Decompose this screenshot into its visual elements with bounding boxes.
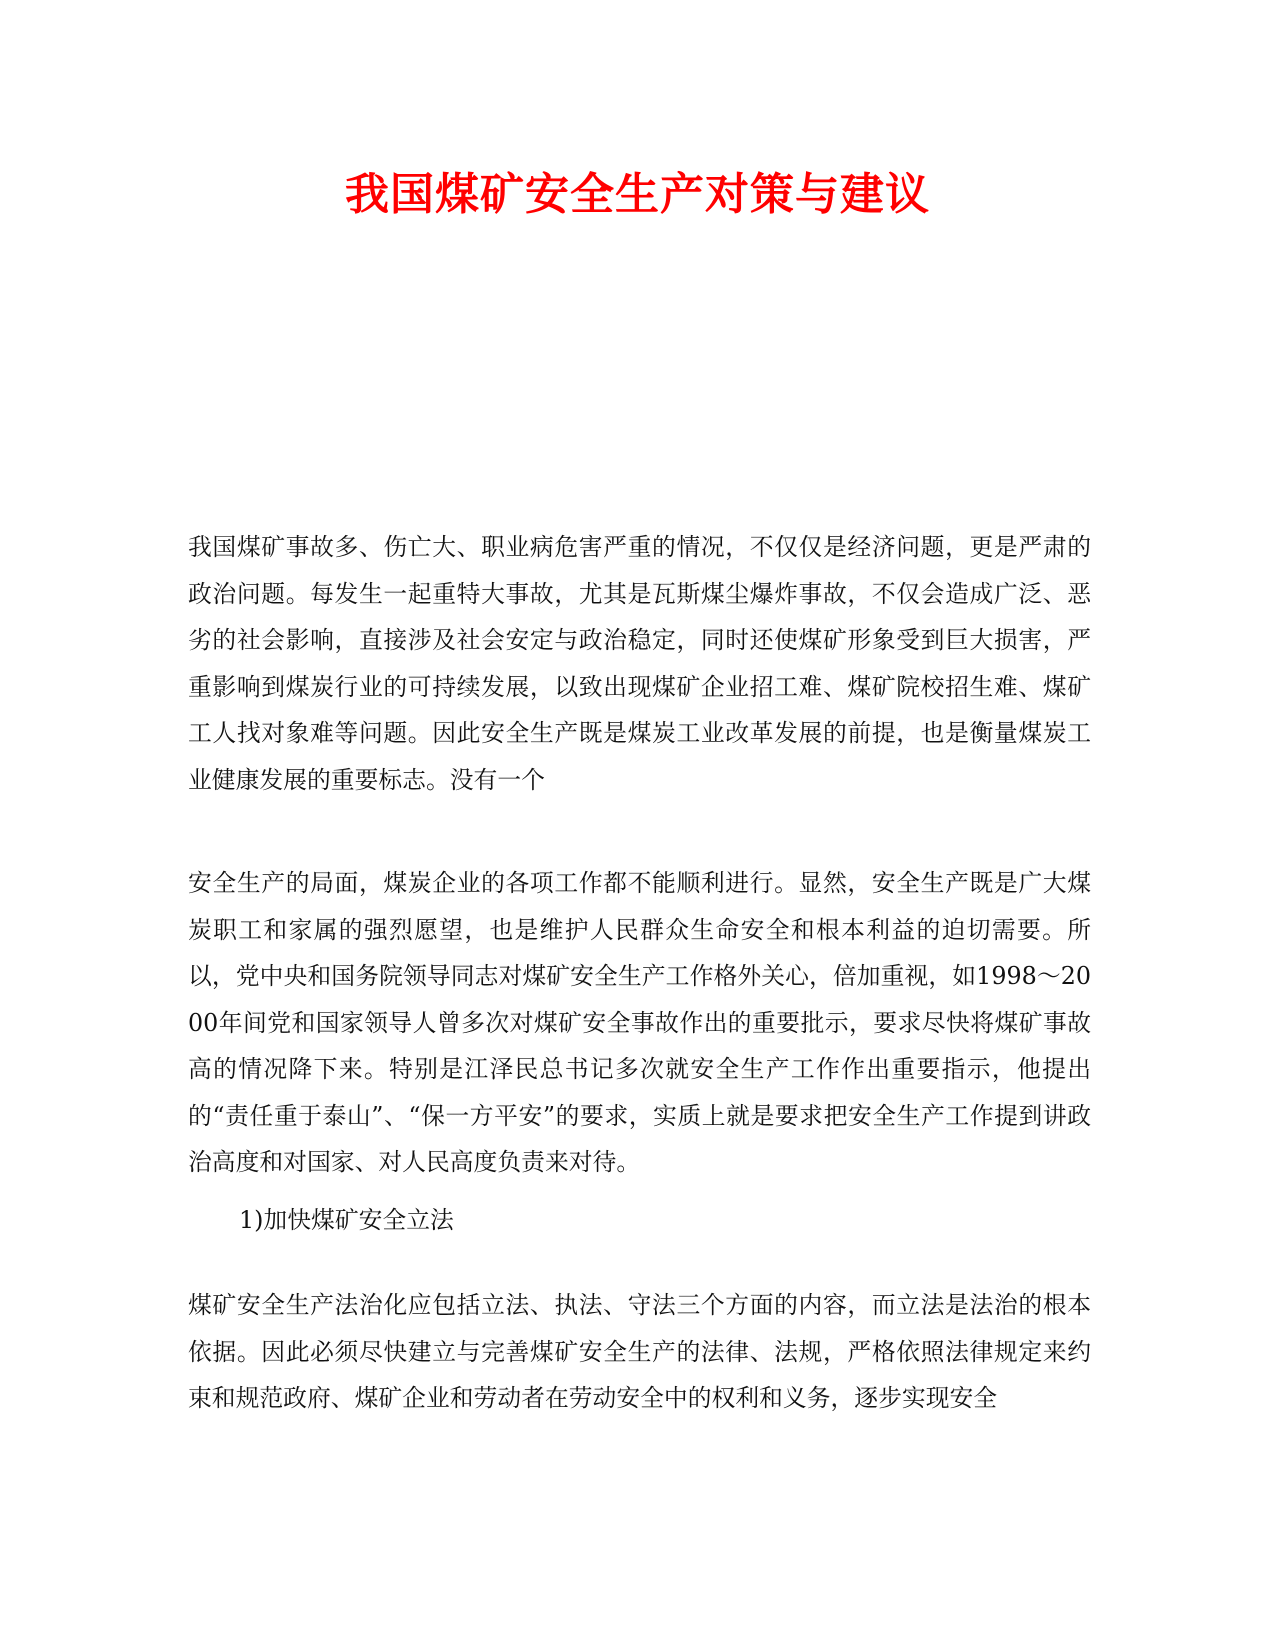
body-paragraph-3: 煤矿安全生产法治化应包括立法、执法、守法三个方面的内容，而立法是法治的根本依据。因此必须尽快建立与完善煤矿安全生产的法律、法规，严格依照法律规定来约束和规范政府、煤矿企业和劳动者在劳动安全中的权利和义务，逐步实现安全 (188, 1291, 1091, 1412)
body-paragraph-1: 我国煤矿事故多、伤亡大、职业病危害严重的情况，不仅仅是经济问题，更是严肃的政治问题。每发生一起重特大事故，尤其是瓦斯煤尘爆炸事故，不仅会造成广泛、恶劣的社会影响，直接涉及社会安定与政治稳定，同时还使煤矿形象受到巨大损害，严重影响到煤炭行业的可持续发展，以致出现煤矿企业招工难、煤矿院校招生难、煤矿工人找对象难等问题。因此安全生产既是煤炭工业改革发展的前提，也是衡量煤炭工业健康发展的重要标志。没有一个 (188, 533, 1091, 794)
section-heading-1: 1)加快煤矿安全立法 (239, 1206, 454, 1234)
body-paragraph-2: 安全生产的局面，煤炭企业的各项工作都不能顺利进行。显然，安全生产既是广大煤炭职工和家属的强烈愿望，也是维护人民群众生命安全和根本利益的迫切需要。所以，党中央和国务院领导同志对煤矿安全生产工作格外关心，倍加重视，如1998～2000年间党和国家领导人曾多次对煤矿安全事故作出的重要批示，要求尽快将煤矿事故高的情况降下来。特别是江泽民总书记多次就安全生产工作作出重要指示，他提出的“责任重于泰山”、“保一方平安”的要求，实质上就是要求把安全生产工作提到讲政治高度和对国家、对人民高度负责来对待。 (188, 869, 1091, 1176)
document-title: 我国煤矿安全生产对策与建议 (345, 169, 930, 220)
